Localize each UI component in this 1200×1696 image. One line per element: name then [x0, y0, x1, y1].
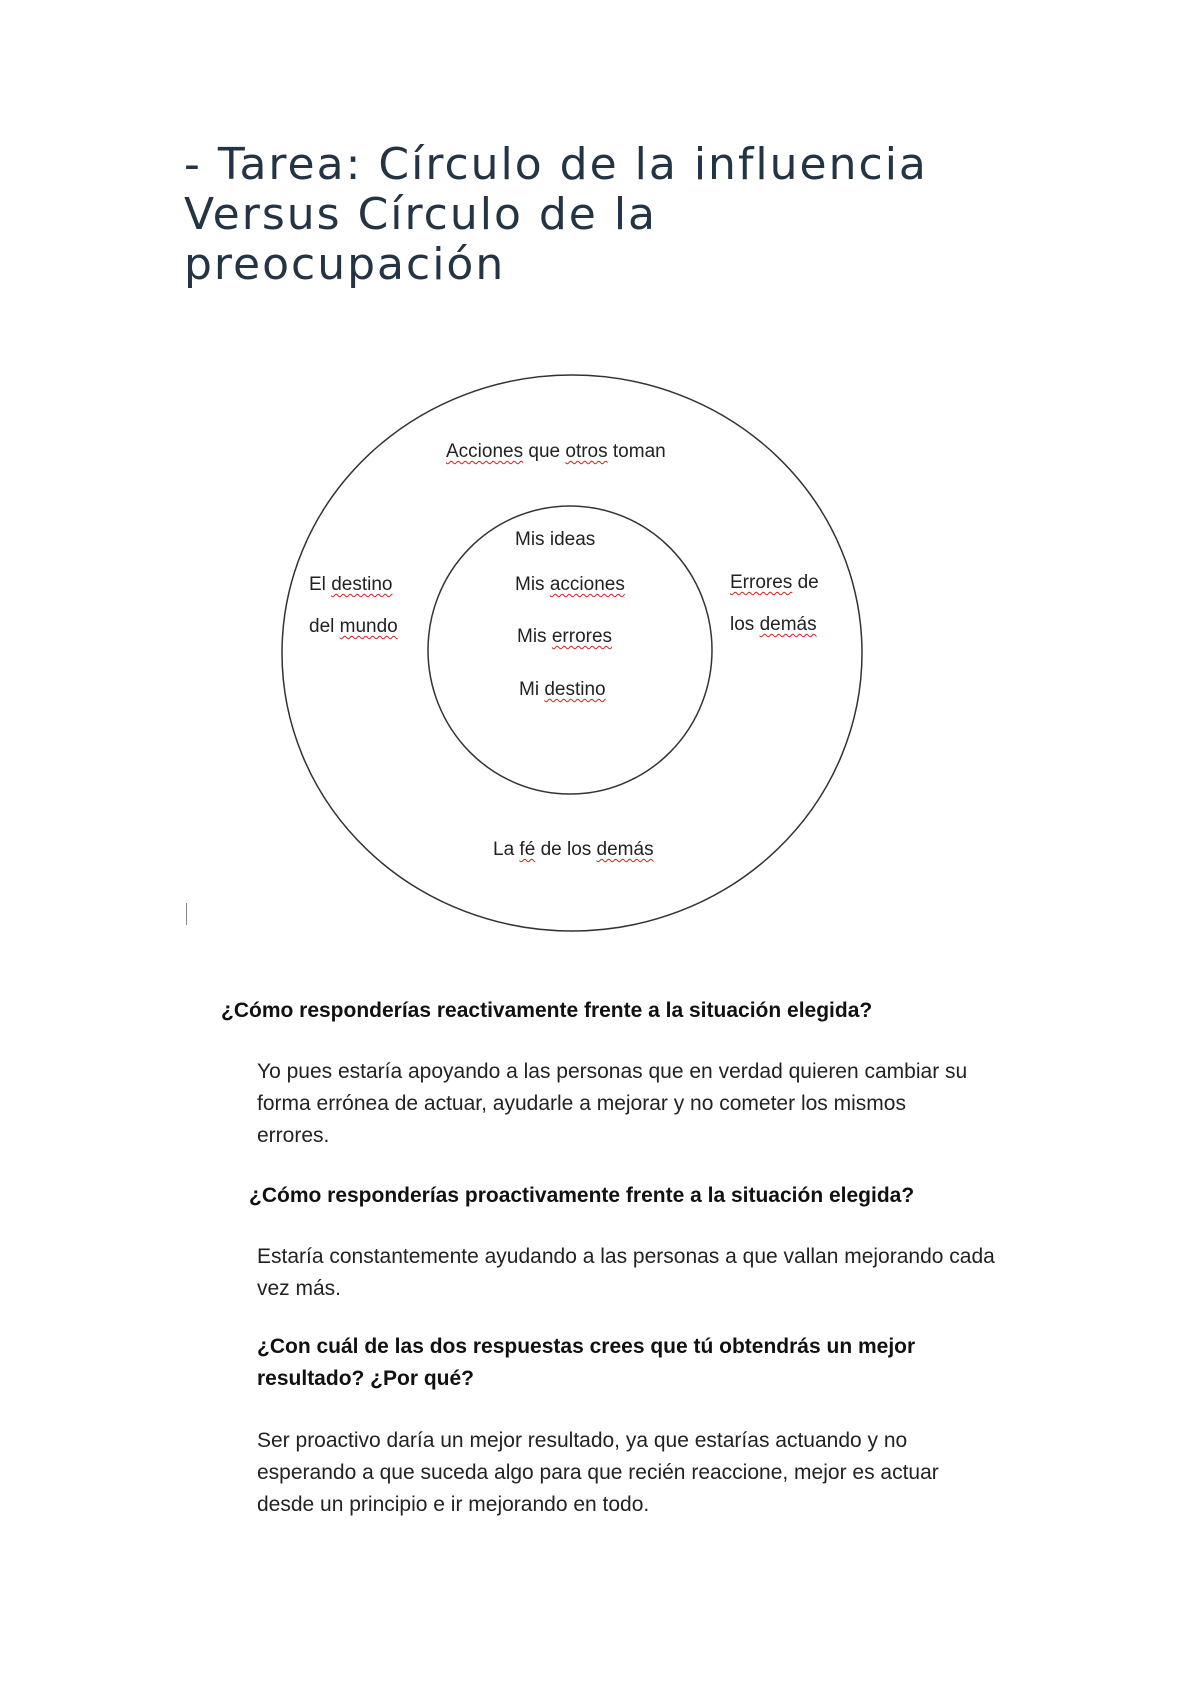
- title-line-3: preocupación: [184, 239, 506, 290]
- outer-label-left-line-1: El destino: [309, 574, 393, 595]
- outer-label-left-line-2: del mundo: [309, 616, 398, 637]
- inner-label-ideas: Mis ideas: [515, 529, 596, 550]
- influence-concern-diagram: [270, 368, 870, 938]
- answer-1: Yo pues estaría apoyando a las personas que en verdad quieren cambiar su forma errónea de actuar, ayudarle a mejorar y no cometer los mismos errores.: [257, 1060, 968, 1147]
- answer-3: Ser proactivo daría un mejor resultado, ya que estarías actuando y no esperando a que suceda algo para que recién reaccione, mejor es actuar desde un principio e ir mejorando en todo.: [257, 1429, 939, 1516]
- question-2: ¿Cómo responderías proactivamente frente a la situación elegida?: [249, 1184, 915, 1207]
- outer-label-right-line-2: los demás: [730, 614, 817, 635]
- answer-2: Estaría constantemente ayudando a las personas a que vallan mejorando cada vez más.: [257, 1245, 995, 1300]
- title-line-2: Versus Círculo de la: [184, 189, 658, 240]
- page-title: [184, 140, 1084, 290]
- outer-label-top: Acciones que otros toman: [446, 441, 666, 462]
- inner-label-destiny: Mi destino: [519, 679, 606, 700]
- title-line-1: - Tarea: Círculo de la influencia: [184, 139, 928, 190]
- inner-label-errors: Mis errores: [517, 626, 613, 647]
- question-1: ¿Cómo responderías reactivamente frente a la situación elegida?: [221, 999, 873, 1022]
- text-cursor: [186, 903, 187, 925]
- question-3: ¿Con cuál de las dos respuestas crees que tú obtendrás un mejor resultado? ¿Por qué?: [257, 1335, 916, 1390]
- outer-label-right-line-1: Errores de: [730, 572, 819, 593]
- inner-label-actions: Mis acciones: [515, 574, 625, 595]
- outer-label-bottom: La fé de los demás: [493, 839, 654, 860]
